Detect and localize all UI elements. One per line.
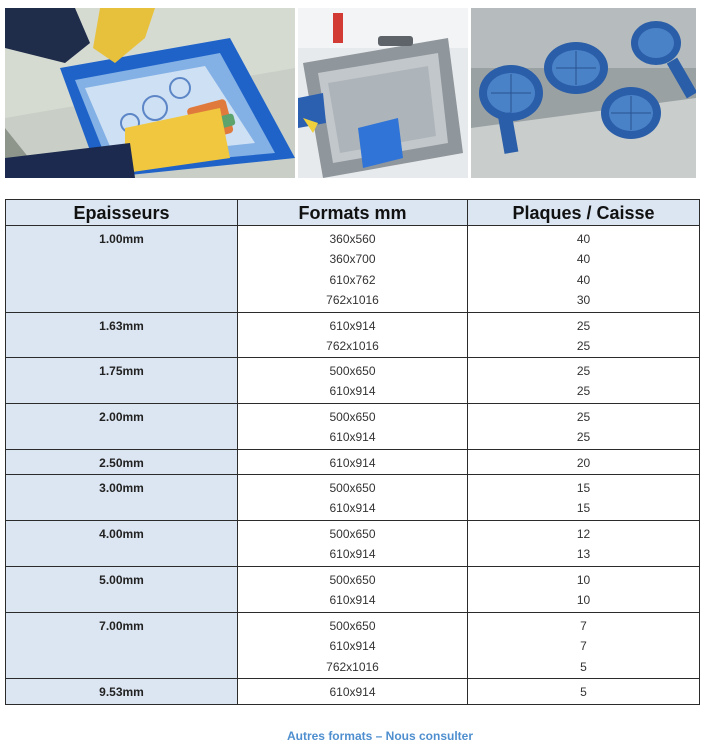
- quantity-value: 40: [576, 272, 591, 287]
- quantity-value: 10: [576, 573, 591, 587]
- formats-cell: [238, 450, 468, 475]
- thickness-cell: 9.53mm: [6, 679, 238, 705]
- quantity-value: 25: [576, 430, 591, 445]
- vacuum-forming-machine-photo: [298, 8, 468, 178]
- thickness-cell: 7.00mm: [6, 613, 238, 679]
- other-formats-note: Autres formats – Nous consulter: [286, 729, 474, 743]
- formats-cell: [238, 358, 468, 404]
- quantity-value: 25: [576, 339, 591, 354]
- quantities-cell: [468, 313, 700, 358]
- header-epaisseurs: Epaisseurs: [6, 200, 238, 226]
- quantities-cell: [468, 679, 700, 705]
- format-value: 500x650: [329, 527, 376, 541]
- formats-cell: [238, 521, 468, 567]
- table-row: [6, 226, 700, 313]
- format-value: 610x914: [329, 501, 376, 516]
- quantities-cell: [468, 521, 700, 567]
- formats-cell: [238, 404, 468, 450]
- quantity-value: 25: [576, 364, 591, 378]
- table-row: [6, 679, 700, 705]
- format-value: 500x650: [329, 619, 376, 633]
- thickness-cell: 1.75mm: [6, 358, 238, 404]
- formed-racket-shapes-photo: [471, 8, 696, 178]
- format-value: 500x650: [329, 364, 376, 378]
- quantity-value: 25: [576, 319, 591, 333]
- format-value: 610x914: [329, 685, 376, 699]
- table-row: [6, 475, 700, 521]
- quantities-cell: [468, 613, 700, 679]
- thickness-cell: 5.00mm: [6, 567, 238, 613]
- table-row: [6, 567, 700, 613]
- thickness-cell: 4.00mm: [6, 521, 238, 567]
- quantity-value: 7: [580, 639, 587, 654]
- formats-cell: [238, 679, 468, 705]
- quantity-value: 10: [576, 593, 591, 608]
- quantity-value: 40: [576, 232, 591, 246]
- format-value: 762x1016: [326, 659, 379, 674]
- table-row: [6, 358, 700, 404]
- quantity-value: 7: [580, 619, 587, 633]
- format-value: 610x914: [329, 593, 376, 608]
- table-row: [6, 313, 700, 358]
- gloved-hands-on-sheet-photo: [5, 8, 295, 178]
- quantity-value: 12: [576, 527, 591, 541]
- table-row: [6, 613, 700, 679]
- format-value: 762x1016: [326, 292, 379, 307]
- table-header-row: [6, 200, 700, 226]
- quantities-cell: [468, 358, 700, 404]
- format-value: 610x914: [329, 456, 376, 470]
- format-value: 500x650: [329, 481, 376, 495]
- thickness-cell: 2.00mm: [6, 404, 238, 450]
- quantity-value: 5: [580, 659, 587, 674]
- quantity-value: 13: [576, 547, 591, 562]
- format-value: 360x700: [329, 252, 376, 267]
- quantity-value: 30: [576, 292, 591, 307]
- thickness-cell: 1.63mm: [6, 313, 238, 358]
- formats-cell: [238, 613, 468, 679]
- product-specs-table: [5, 199, 700, 705]
- format-value: 360x560: [329, 232, 376, 246]
- quantities-cell: [468, 567, 700, 613]
- quantity-value: 25: [576, 384, 591, 399]
- table-body: [6, 226, 700, 705]
- format-value: 610x914: [329, 547, 376, 562]
- quantity-value: 40: [576, 252, 591, 267]
- format-value: 762x1016: [326, 339, 379, 354]
- format-value: 500x650: [329, 573, 376, 587]
- table-row: [6, 521, 700, 567]
- thickness-cell: 3.00mm: [6, 475, 238, 521]
- format-value: 610x914: [329, 430, 376, 445]
- photo-strip: [5, 8, 696, 178]
- formats-cell: [238, 313, 468, 358]
- quantities-cell: [468, 404, 700, 450]
- formats-cell: [238, 226, 468, 313]
- thickness-cell: 1.00mm: [6, 226, 238, 313]
- formats-cell: [238, 567, 468, 613]
- header-plaques-caisse: Plaques / Caisse: [468, 200, 700, 226]
- format-value: 610x914: [329, 319, 376, 333]
- format-value: 610x914: [329, 639, 376, 654]
- thickness-cell: 2.50mm: [6, 450, 238, 475]
- quantities-cell: [468, 226, 700, 313]
- quantities-cell: [468, 475, 700, 521]
- format-value: 500x650: [329, 410, 376, 424]
- format-value: 610x762: [329, 272, 376, 287]
- table-row: [6, 450, 700, 475]
- quantity-value: 5: [580, 685, 587, 699]
- quantities-cell: [468, 450, 700, 475]
- quantity-value: 15: [576, 501, 591, 516]
- quantity-value: 25: [576, 410, 591, 424]
- formats-cell: [238, 475, 468, 521]
- quantity-value: 15: [576, 481, 591, 495]
- quantity-value: 20: [576, 456, 591, 470]
- header-formats: Formats mm: [238, 200, 468, 226]
- table-row: [6, 404, 700, 450]
- format-value: 610x914: [329, 384, 376, 399]
